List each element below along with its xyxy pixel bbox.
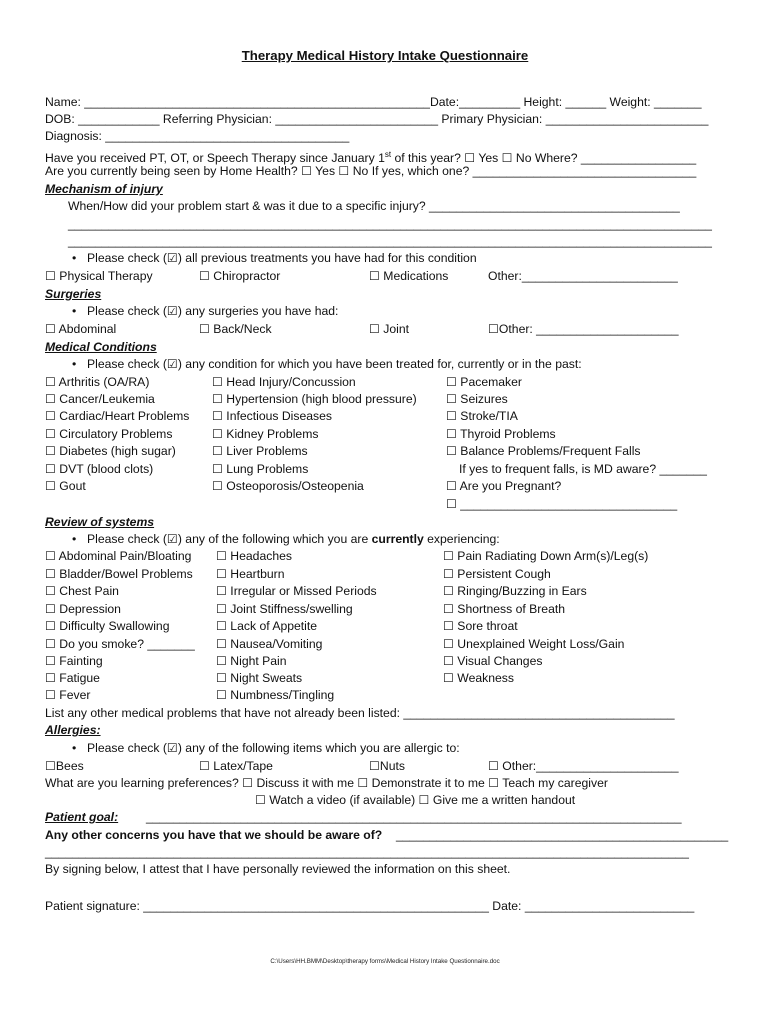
treatment-other[interactable]: Other:_______________________ [488,269,678,283]
other-concerns-question: Any other concerns you have that we should be aware of? [45,828,383,842]
condition-gout[interactable]: ☐ Gout [45,479,86,493]
bullet-review-text-end: experiencing: [423,532,500,546]
bullet-conditions-text: Please check (☑) any condition for which you have been treated for, currently or in the past: [87,357,582,371]
bullet-review [72,531,500,548]
file-path-footer: C:\Users\HH.BMM\Desktop\therapy forms\Medical History Intake Questionnaire.doc [270,958,500,965]
patient-goal-label: Patient goal: [45,810,119,824]
condition-circulatory[interactable]: ☐ Circulatory Problems [45,427,173,441]
symptom-pain-radiating[interactable]: ☐ Pain Radiating Down Arm(s)/Leg(s) [443,549,649,563]
symptom-fainting[interactable]: ☐ Fainting [45,654,103,668]
symptom-ringing-ears[interactable]: ☐ Ringing/Buzzing in Ears [443,584,587,598]
signature-date-line[interactable]: Patient signature: ___________________________________________________ Date: _________________________ [45,899,695,913]
symptom-headaches[interactable]: ☐ Headaches [216,549,292,563]
bullet-review-text: Please check (☑) any of the following which you are [87,532,372,546]
prior-therapy-text: Have you received PT, OT, or Speech Therapy since January 1 [45,151,385,166]
treatment-medications[interactable]: ☐ Medications [369,269,449,283]
condition-balance[interactable]: ☐ Balance Problems/Frequent Falls [446,444,641,458]
symptom-joint-stiffness[interactable]: ☐ Joint Stiffness/swelling [216,602,353,616]
bullet-icon: • [72,741,77,755]
other-concerns-blank-2[interactable]: _______________________________________________________________________________________________ [45,845,689,859]
symptom-depression[interactable]: ☐ Depression [45,602,121,616]
heading-medical-conditions: Medical Conditions [45,340,157,354]
condition-dvt[interactable]: ☐ DVT (blood clots) [45,462,154,476]
condition-head-injury[interactable]: ☐ Head Injury/Concussion [212,375,356,389]
condition-other-blank[interactable]: ☐ ________________________________ [446,497,678,511]
ordinal-suffix: st [384,150,392,159]
bullet-icon: • [72,251,77,265]
bullet-treatments-text: Please check (☑) all previous treatments you have had for this condition [87,251,477,265]
bullet-treatments [72,250,477,267]
condition-seizures[interactable]: ☐ Seizures [446,392,508,406]
surgery-joint[interactable]: ☐ Joint [369,322,410,336]
injury-question[interactable]: When/How did your problem start & was it due to a specific injury? _____________________________________ [68,199,680,213]
condition-thyroid[interactable]: ☐ Thyroid Problems [446,427,556,441]
patient-goal-blank[interactable]: _______________________________________________________________________________ [146,810,682,824]
condition-diabetes[interactable]: ☐ Diabetes (high sugar) [45,444,176,458]
surgery-other[interactable]: ☐Other: _____________________ [488,322,679,336]
allergy-bees[interactable]: ☐Bees [45,759,84,773]
condition-cancer[interactable]: ☐ Cancer/Leukemia [45,392,155,406]
symptom-persistent-cough[interactable]: ☐ Persistent Cough [443,567,551,581]
condition-kidney[interactable]: ☐ Kidney Problems [212,427,319,441]
prior-therapy-options[interactable]: of this year? ☐ Yes ☐ No Where? _________________ [391,151,697,166]
bullet-allergies-text: Please check (☑) any of the following items which you are allergic to: [87,741,460,755]
attestation-text: By signing below, I attest that I have personally reviewed the information on this sheet. [45,862,511,876]
symptom-weakness[interactable]: ☐ Weakness [443,671,514,685]
symptom-numbness[interactable]: ☐ Numbness/Tingling [216,688,335,702]
heading-surgeries: Surgeries [45,287,102,301]
condition-lung[interactable]: ☐ Lung Problems [212,462,309,476]
symptom-bladder-bowel[interactable]: ☐ Bladder/Bowel Problems [45,567,193,581]
dob-physicians-line[interactable]: DOB: ____________ Referring Physician: ________________________ Primary Physician: ________________________ [45,112,709,126]
bullet-surgeries [72,303,338,320]
symptom-abdominal-pain[interactable]: ☐ Abdominal Pain/Bloating [45,549,192,563]
symptom-smoke[interactable]: ☐ Do you smoke? _______ [45,637,195,651]
bullet-icon: • [72,532,77,546]
symptom-visual-changes[interactable]: ☐ Visual Changes [443,654,543,668]
surgery-back-neck[interactable]: ☐ Back/Neck [199,322,272,336]
condition-arthritis[interactable]: ☐ Arthritis (OA/RA) [45,375,150,389]
condition-cardiac[interactable]: ☐ Cardiac/Heart Problems [45,409,190,423]
condition-osteoporosis[interactable]: ☐ Osteoporosis/Osteopenia [212,479,364,493]
condition-liver[interactable]: ☐ Liver Problems [212,444,308,458]
symptom-fever[interactable]: ☐ Fever [45,688,91,702]
other-concerns-blank[interactable]: _________________________________________________ [396,828,729,842]
bullet-conditions [72,356,582,373]
injury-blank-line-2[interactable]: _______________________________________________________________________________________________ [68,234,712,248]
bullet-icon: • [72,304,77,318]
learning-preferences-line-1[interactable]: What are you learning preferences? ☐ Discuss it with me ☐ Demonstrate it to me ☐ Teach my caregiver [45,776,608,790]
treatment-chiropractor[interactable]: ☐ Chiropractor [199,269,281,283]
symptom-difficulty-swallowing[interactable]: ☐ Difficulty Swallowing [45,619,170,633]
condition-stroke[interactable]: ☐ Stroke/TIA [446,409,518,423]
bullet-review-emphasis: currently [371,532,424,546]
symptom-nausea[interactable]: ☐ Nausea/Vomiting [216,637,323,651]
condition-pregnant[interactable]: ☐ Are you Pregnant? [446,479,562,493]
allergy-latex-tape[interactable]: ☐ Latex/Tape [199,759,273,773]
heading-mechanism-of-injury: Mechanism of injury [45,182,163,196]
learning-preferences-line-2[interactable]: ☐ Watch a video (if available) ☐ Give me a written handout [255,793,576,807]
falls-md-aware-question[interactable]: If yes to frequent falls, is MD aware? _______ [459,462,707,476]
symptom-weight-change[interactable]: ☐ Unexplained Weight Loss/Gain [443,637,625,651]
symptom-irregular-periods[interactable]: ☐ Irregular or Missed Periods [216,584,377,598]
symptom-lack-of-appetite[interactable]: ☐ Lack of Appetite [216,619,318,633]
symptom-chest-pain[interactable]: ☐ Chest Pain [45,584,119,598]
form-title: Therapy Medical History Intake Questionnaire [241,48,529,63]
allergy-other[interactable]: ☐ Other:_____________________ [488,759,679,773]
other-medical-problems-line[interactable]: List any other medical problems that have not already been listed: ________________________________________ [45,706,675,720]
symptom-fatigue[interactable]: ☐ Fatigue [45,671,100,685]
bullet-allergies [72,740,460,757]
home-health-question[interactable]: Are you currently being seen by Home Health? ☐ Yes ☐ No If yes, which one? _________________________________ [45,164,697,178]
patient-goal-line[interactable] [45,809,682,826]
symptom-heartburn[interactable]: ☐ Heartburn [216,567,285,581]
other-concerns-line[interactable] [45,827,729,844]
bullet-icon: • [72,357,77,371]
condition-pacemaker[interactable]: ☐ Pacemaker [446,375,522,389]
symptom-sore-throat[interactable]: ☐ Sore throat [443,619,518,633]
heading-review-of-systems: Review of systems [45,515,155,529]
treatment-physical-therapy[interactable]: ☐ Physical Therapy [45,269,153,283]
allergy-nuts[interactable]: ☐Nuts [369,759,405,773]
injury-blank-line-1[interactable]: _______________________________________________________________________________________________ [68,217,712,231]
heading-allergies: Allergies: [45,723,101,737]
diagnosis-line[interactable]: Diagnosis: ____________________________________ [45,129,350,143]
symptom-night-pain[interactable]: ☐ Night Pain [216,654,287,668]
condition-hypertension[interactable]: ☐ Hypertension (high blood pressure) [212,392,417,406]
name-date-height-weight-line[interactable]: Name: ___________________________________________________Date:_________ Height: ______ Weight: _______ [45,95,702,109]
bullet-surgeries-text: Please check (☑) any surgeries you have had: [87,304,339,318]
symptom-night-sweats[interactable]: ☐ Night Sweats [216,671,303,685]
symptom-shortness-of-breath[interactable]: ☐ Shortness of Breath [443,602,566,616]
surgery-abdominal[interactable]: ☐ Abdominal [45,322,117,336]
condition-infectious[interactable]: ☐ Infectious Diseases [212,409,332,423]
